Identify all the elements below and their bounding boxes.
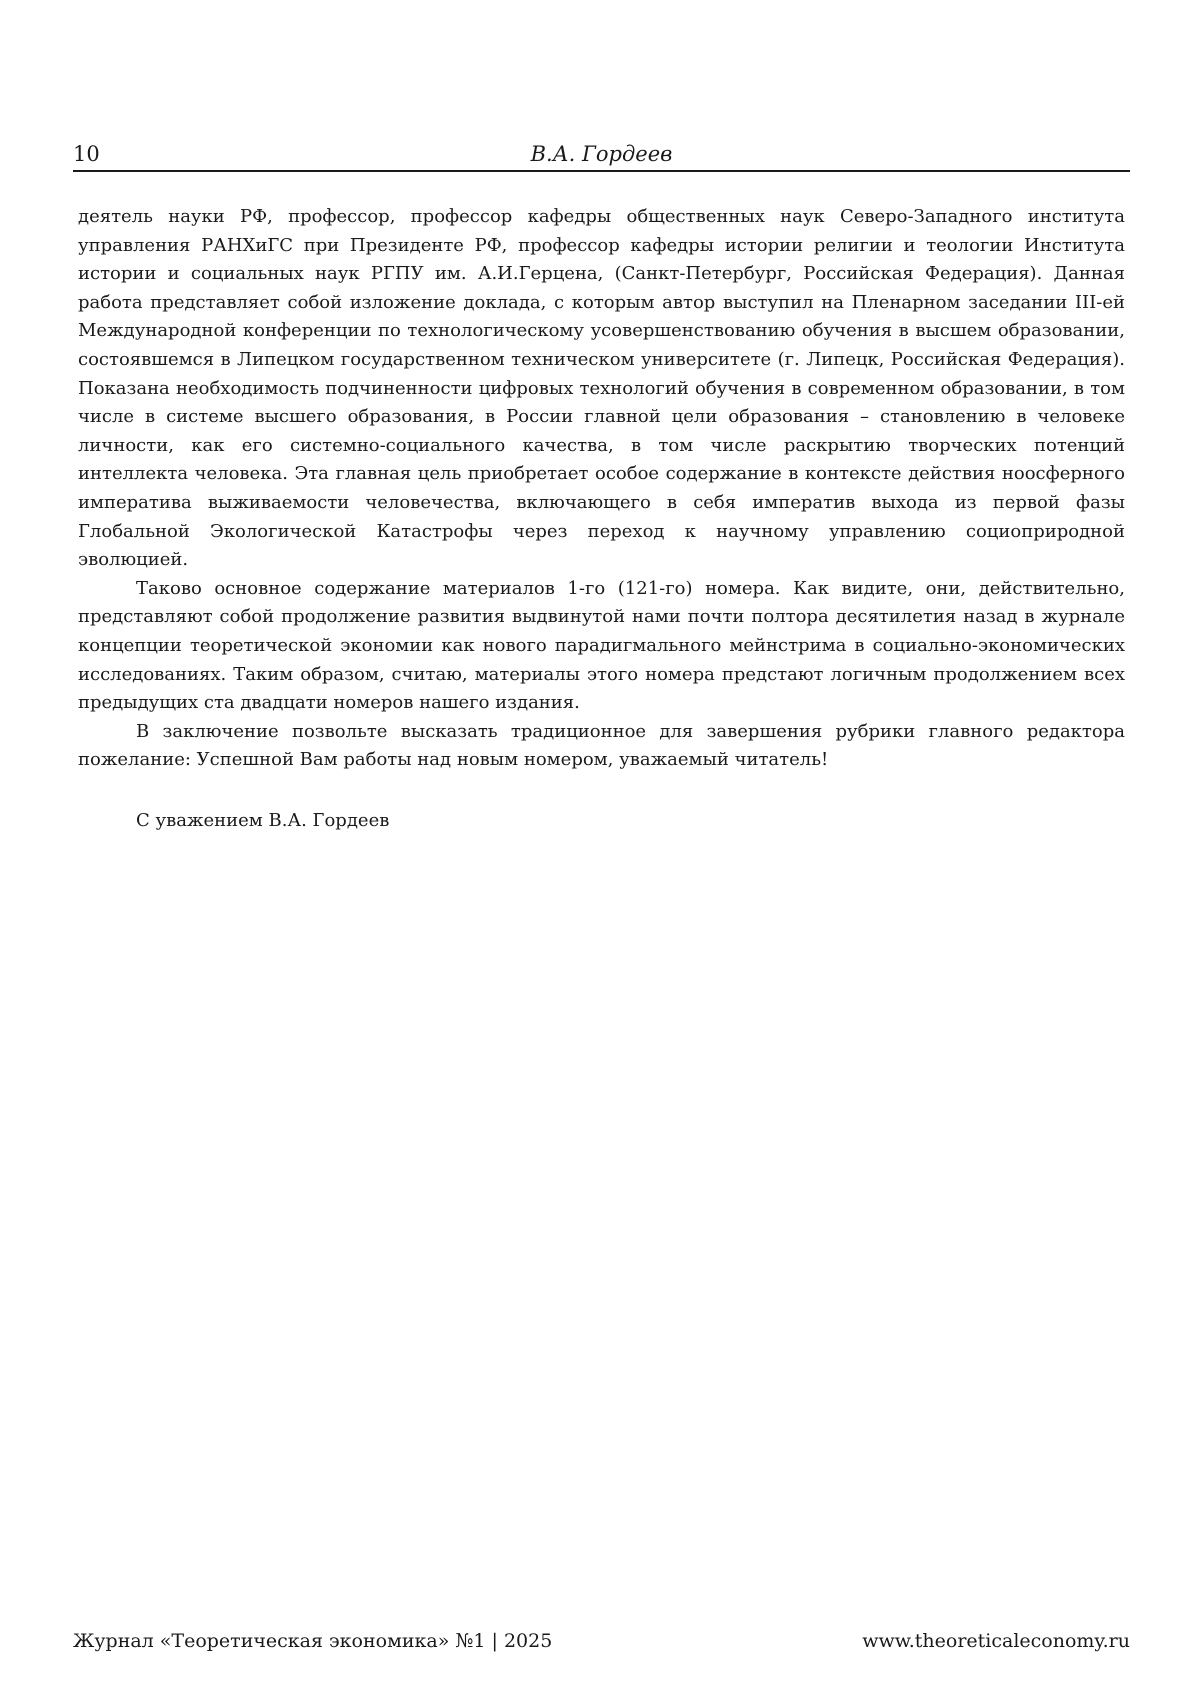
signature: С уважением В.А. Гордеев — [136, 810, 389, 831]
page-header — [73, 138, 1130, 172]
document-page — [0, 0, 1200, 1697]
running-title: В.А. Гордеев — [73, 142, 1130, 166]
website-url: www.theoreticaleconomy.ru — [862, 1630, 1130, 1652]
paragraph-summary: Таково основное содержание материалов 1-го (121-го) номера. Как видите, они, действительно, представляют собой продолжение развития выдвинутой нами почти полтора десятилетия назад в журнале концепции теоретической экономии как нового парадигмального мейнстрима в социально-экономических исследованиях. Таким образом, считаю, материалы этого номера предстают логичным продолжением всех предыдущих ста двадцати номеров нашего издания. — [78, 575, 1125, 718]
page-number: 10 — [73, 142, 100, 166]
article-body — [78, 203, 1125, 775]
paragraph-closing: В заключение позвольте высказать традиционное для завершения рубрики главного редактора пожелание: Успешной Вам работы над новым номером, уважаемый читатель! — [78, 718, 1125, 775]
paragraph-continued: деятель науки РФ, профессор, профессор кафедры общественных наук Северо-Западного института управления РАНХиГС при Президенте РФ, профессор кафедры истории религии и теологии Института истории и социальных наук РГПУ им. А.И.Герцена, (Санкт-Петербург, Российская Федерация). Данная работа представляет собой изложение доклада, с которым автор выступил на Пленарном заседании III-ей Международной конференции по технологическому усовершенствованию обучения в высшем образовании, состоявшемся в Липецком государственном техническом университете (г. Липецк, Российская Федерация). Показана необходимость подчиненности цифровых технологий обучения в современном образовании, в том числе в системе высшего образования, в России главной цели образования – становлению в человеке личности, как его системно-социального качества, в том числе раскрытию творческих потенций интеллекта человека. Эта главная цель приобретает особое содержание в контексте действия ноосферного императива выживаемости человечества, включающего в себя императив выхода из первой фазы Глобальной Экологической Катастрофы через переход к научному управлению социоприродной эволюцией. — [78, 203, 1125, 575]
header-rule — [73, 170, 1130, 172]
journal-issue: Журнал «Теоретическая экономика» №1 | 2025 — [73, 1630, 552, 1652]
